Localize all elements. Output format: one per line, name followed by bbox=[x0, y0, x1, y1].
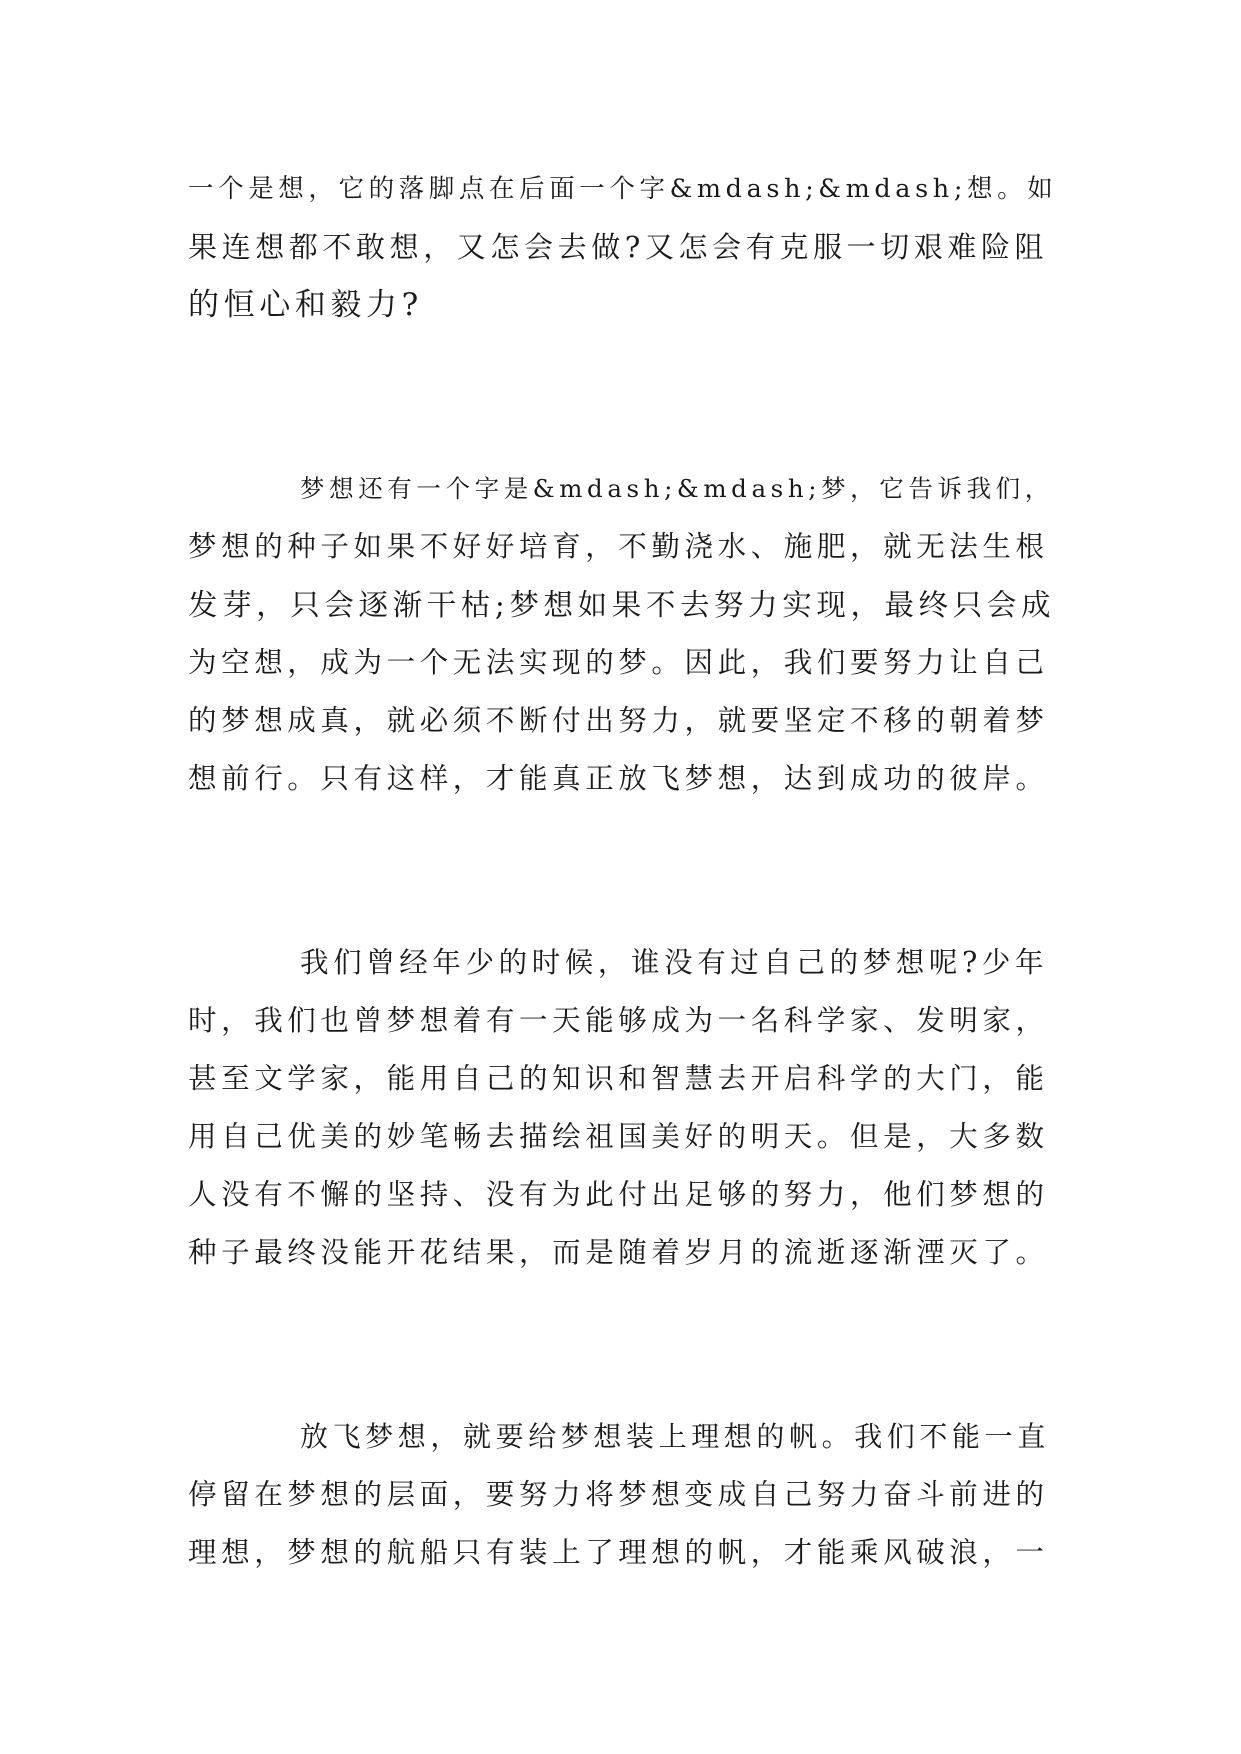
text-line: 的恒心和毅力? bbox=[188, 287, 423, 323]
text-line: 一个是想，它的落脚点在后面一个字&mdash;&mdash;想。如 bbox=[188, 174, 1058, 204]
text-line: 梦想的种子如果不好好培育，不勤浇水、施肥，就无法生根 bbox=[188, 530, 1049, 563]
text-line: 想前行。只有这样，才能真正放飞梦想，达到成功的彼岸。 bbox=[188, 762, 1049, 795]
text-line: 的梦想成真，就必须不断付出努力，就要坚定不移的朝着梦 bbox=[188, 704, 1049, 737]
text-line: 理想，梦想的航船只有装上了理想的帆，才能乘风破浪，一 bbox=[188, 1536, 1049, 1569]
text-line: 为空想，成为一个无法实现的梦。因此，我们要努力让自己 bbox=[188, 646, 1049, 679]
text-line: 果连想都不敢想，又怎会去做?又怎会有克服一切艰难险阻 bbox=[188, 230, 1049, 264]
text-line: 用自己优美的妙笔畅去描绘祖国美好的明天。但是，大多数 bbox=[188, 1120, 1049, 1153]
text-line: 人没有不懈的坚持、没有为此付出足够的努力，他们梦想的 bbox=[188, 1178, 1049, 1211]
paragraph-3 bbox=[188, 934, 1058, 1282]
text-line: 种子最终没能开花结果，而是随着岁月的流逝逐渐湮灭了。 bbox=[188, 1236, 1049, 1269]
paragraph-1 bbox=[188, 160, 1058, 334]
text-line: 放飞梦想，就要给梦想装上理想的帆。我们不能一直 bbox=[300, 1420, 1050, 1453]
text-line: 梦想还有一个字是&mdash;&mdash;梦，它告诉我们， bbox=[300, 474, 1054, 503]
text-line: 甚至文学家，能用自己的知识和智慧去开启科学的大门，能 bbox=[188, 1062, 1049, 1095]
document-body bbox=[188, 160, 1058, 1582]
paragraph-2 bbox=[188, 460, 1058, 808]
text-line: 时，我们也曾梦想着有一天能够成为一名科学家、发明家， bbox=[188, 1004, 1049, 1037]
text-line: 我们曾经年少的时候，谁没有过自己的梦想呢?少年 bbox=[300, 946, 1049, 979]
text-line: 停留在梦想的层面，要努力将梦想变成自己努力奋斗前进的 bbox=[188, 1478, 1049, 1511]
paragraph-4 bbox=[188, 1408, 1058, 1582]
text-line: 发芽，只会逐渐干枯;梦想如果不去努力实现，最终只会成 bbox=[188, 588, 1056, 622]
